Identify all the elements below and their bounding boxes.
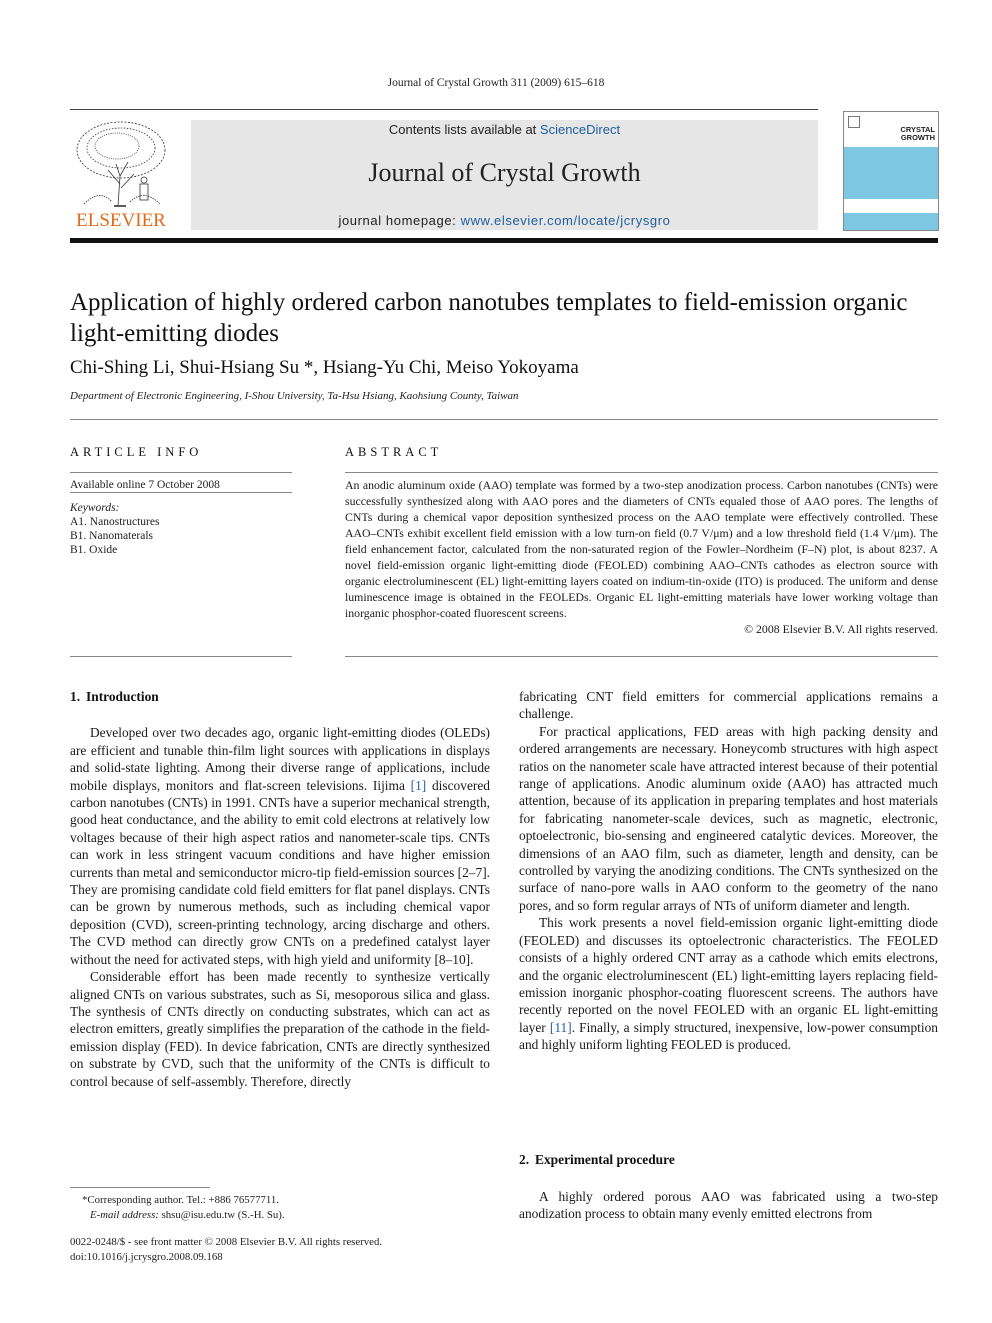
article-info-bottom-rule <box>70 656 292 657</box>
cover-color-band <box>844 147 938 199</box>
reference-link[interactable]: [1] <box>410 777 427 793</box>
section-title: Experimental procedure <box>535 1152 675 1167</box>
abstract-paragraph: An anodic aluminum oxide (AAO) template was formed by a two-step anodization process. Carbon nanotubes (CNTs) were successfully synthesized along with AAO pores and the diameters of CNTs equaled those of AAO pores. The lengths of CNTs during a chemical vapor deposition synthesized process on the AAO template were effectively controlled. These AAO–CNTs exhibit excellent field emission with a low turn-on field (0.7 V/μm) and a low threshold field (1.4 V/μm). The field enhancement factor, calculated from the non-saturated region of the Fowler–Nordheim (F–N) plot, is about 8237. A novel field-emission organic light-emitting diode (FEOLED) combining AAO–CNTs cathodes as electron source with organic electroluminescent (EL) light-emitting layers coated on indium-tin-oxide (ITO) is produced. The uniform and dense luminescence image is obtained in the FEOLEDs. Organic EL light-emitting materials have lower working voltage than inorganic phosphor-coated fluorescent screens. <box>345 478 938 620</box>
section-heading-experimental <box>519 1152 675 1168</box>
header-thick-rule <box>70 238 938 243</box>
email-label: E-mail address: <box>90 1209 159 1221</box>
cover-title-line2: GROWTH <box>900 133 935 142</box>
keywords-label: Keywords: <box>70 502 120 514</box>
corresponding-author-note: *Corresponding author. Tel.: +886 76577711. <box>82 1194 279 1206</box>
text-run: discovered carbon nanotubes (CNTs) in 1991. CNTs have a superior mechanical strength, good heat conductance, and the ability to emit cold electrons at relatively low voltages because of their high aspect ratios and nanometer-scale tips. CNTs can work in less stringent vacuum conditions and have higher emission currents than metal and semiconductor micro-tip field-emission sources [2–7]. They are promising candidate cold field emitters for flat panel displays. CNTs can be grown by numerous methods, such as including chemical vapor deposition (CVD), screen-printing technology, arcing discharge and others. The CVD method can directly grow CNTs on a predefined catalyst layer without the need for activated steps, with high yield and uniformity [8–10]. <box>70 777 490 967</box>
body-right-column <box>519 688 938 1054</box>
author-list: Chi-Shing Li, Shui-Hsiang Su *, Hsiang-Yu Chi, Meiso Yokoyama <box>70 357 579 378</box>
abstract-bottom-rule <box>345 656 938 657</box>
elsevier-wordmark: ELSEVIER <box>76 210 166 231</box>
elsevier-tree-icon <box>70 118 172 210</box>
keyword-item: B1. Oxide <box>70 544 118 556</box>
abstract-divider <box>345 472 938 473</box>
body-paragraph: A highly ordered porous AAO was fabricated using a two-step anodization process to obtain many evenly emitted electrons from <box>519 1189 938 1222</box>
cover-color-band-bottom <box>844 213 938 230</box>
section-title: Introduction <box>86 689 159 704</box>
sciencedirect-link[interactable]: ScienceDirect <box>539 122 621 137</box>
footnote-rule <box>70 1187 210 1188</box>
cover-title <box>880 126 935 142</box>
reference-link[interactable]: [11] <box>549 1019 572 1035</box>
abstract-copyright: © 2008 Elsevier B.V. All rights reserved. <box>744 622 938 636</box>
body-paragraph <box>70 724 490 968</box>
body-left-column <box>70 688 490 1090</box>
journal-name: Journal of Crystal Growth <box>368 158 641 187</box>
author-affiliation: Department of Electronic Engineering, I-Shou University, Ta-Hsu Hsiang, Kaohsiung County, Taiwan <box>70 390 519 402</box>
body-paragraph: For practical applications, FED areas with high packing density and ordered arrangements are necessary. Honeycomb structures with high aspect ratios on the nanometer scale have attracted interest because of their potential range of applications. Anodic aluminum oxide (AAO) has attracted much attention, because of its application in preparing templates and host materials for fabricating nanometer-scale devices, such as magnetic, electronic, optoelectronic, bio-sensing and engineered catalytic devices. Moreover, the dimensions of an AAO film, such as diameter, length and density, can be controlled by varying the anodizing conditions. The CNTs synthesized on the surface of nano-pore walls in AAO conform to the geometry of the nano pores, and so form regular arrays of NTs of uniform diameter and length. <box>519 723 938 913</box>
elsevier-logo <box>70 118 172 232</box>
issn-line: 0022-0248/$ - see front matter © 2008 Elsevier B.V. All rights reserved. <box>70 1236 383 1248</box>
journal-cover-thumbnail <box>843 111 939 231</box>
abstract-body <box>345 477 938 637</box>
header-divider <box>70 109 818 110</box>
contents-available-line <box>191 122 818 137</box>
contents-prefix: Contents lists available at <box>388 122 540 137</box>
available-online-date: Available online 7 October 2008 <box>70 479 220 491</box>
title-divider <box>70 419 938 420</box>
email-address[interactable]: shsu@isu.edu.tw (S.-H. Su). <box>158 1209 285 1221</box>
journal-homepage-line <box>191 213 818 228</box>
cover-title-line1: CRYSTAL <box>900 125 935 134</box>
homepage-prefix: journal homepage: <box>338 213 461 228</box>
body-paragraph <box>519 914 938 1053</box>
section-number: 2. <box>519 1152 530 1167</box>
article-info-heading: ARTICLE INFO <box>70 445 203 459</box>
abstract-heading: ABSTRACT <box>345 445 443 459</box>
article-info-divider <box>70 472 292 473</box>
text-run: Developed over two decades ago, organic light-emitting diodes (OLEDs) are efficient and tunable thin-film light sources with applications in displays and solid-state lighting. Among their diverse range of applications, include mobile displays, monitors and flat-screen televisions. Iijima <box>70 725 490 793</box>
journal-citation: Journal of Crystal Growth 311 (2009) 615–618 <box>387 77 605 89</box>
article-info-divider-2 <box>70 492 292 493</box>
journal-masthead <box>191 120 818 230</box>
keyword-item: A1. Nanostructures <box>70 516 160 528</box>
body-paragraph: fabricating CNT field emitters for commercial applications remains a challenge. <box>519 689 938 722</box>
section-number: 1. <box>70 689 81 704</box>
email-note <box>90 1208 285 1223</box>
body-paragraph: Considerable effort has been made recently to synthesize vertically aligned CNTs on various substrates, such as Si, mesoporous silica and glass. The synthesis of CNTs directly on conducting substrates, which can act as electron emitters, greatly simplifies the preparation of the cathode in the field-emission display (FED). In device fabrication, CNTs are directly synthesized on substrate by CVD, such that the uniformity of the CNTs is difficult to control because of self-assembly. Therefore, directly <box>70 969 490 1089</box>
text-run: This work presents a novel field-emission organic light-emitting diode (FEOLED) and discusses its optoelectronic characteristics. The FEOLED consists of a highly ordered CNT array as a cathode which emits electrons, and the organic electroluminescent (EL) light-emitting layers replacing field-emission inorganic phosphor-coating fluorescent screens. The authors have recently reported on the novel FEOLED with an organic EL light-emitting layer <box>519 915 938 1035</box>
keyword-item: B1. Nanomaterals <box>70 530 154 542</box>
doi-line[interactable]: doi:10.1016/j.jcrysgro.2008.09.168 <box>70 1251 223 1263</box>
article-title: Application of highly ordered carbon nanotubes templates to field-emission organic light-emitting diodes <box>70 289 908 347</box>
homepage-link[interactable]: www.elsevier.com/locate/jcrysgro <box>460 213 671 228</box>
experimental-text <box>519 1188 938 1223</box>
section-heading-introduction <box>70 688 490 705</box>
cover-emblem-icon <box>848 116 860 128</box>
text-run: . Finally, a simply structured, inexpensive, low-power consumption and highly uniform lighting FEOLED is produced. <box>519 1019 938 1053</box>
